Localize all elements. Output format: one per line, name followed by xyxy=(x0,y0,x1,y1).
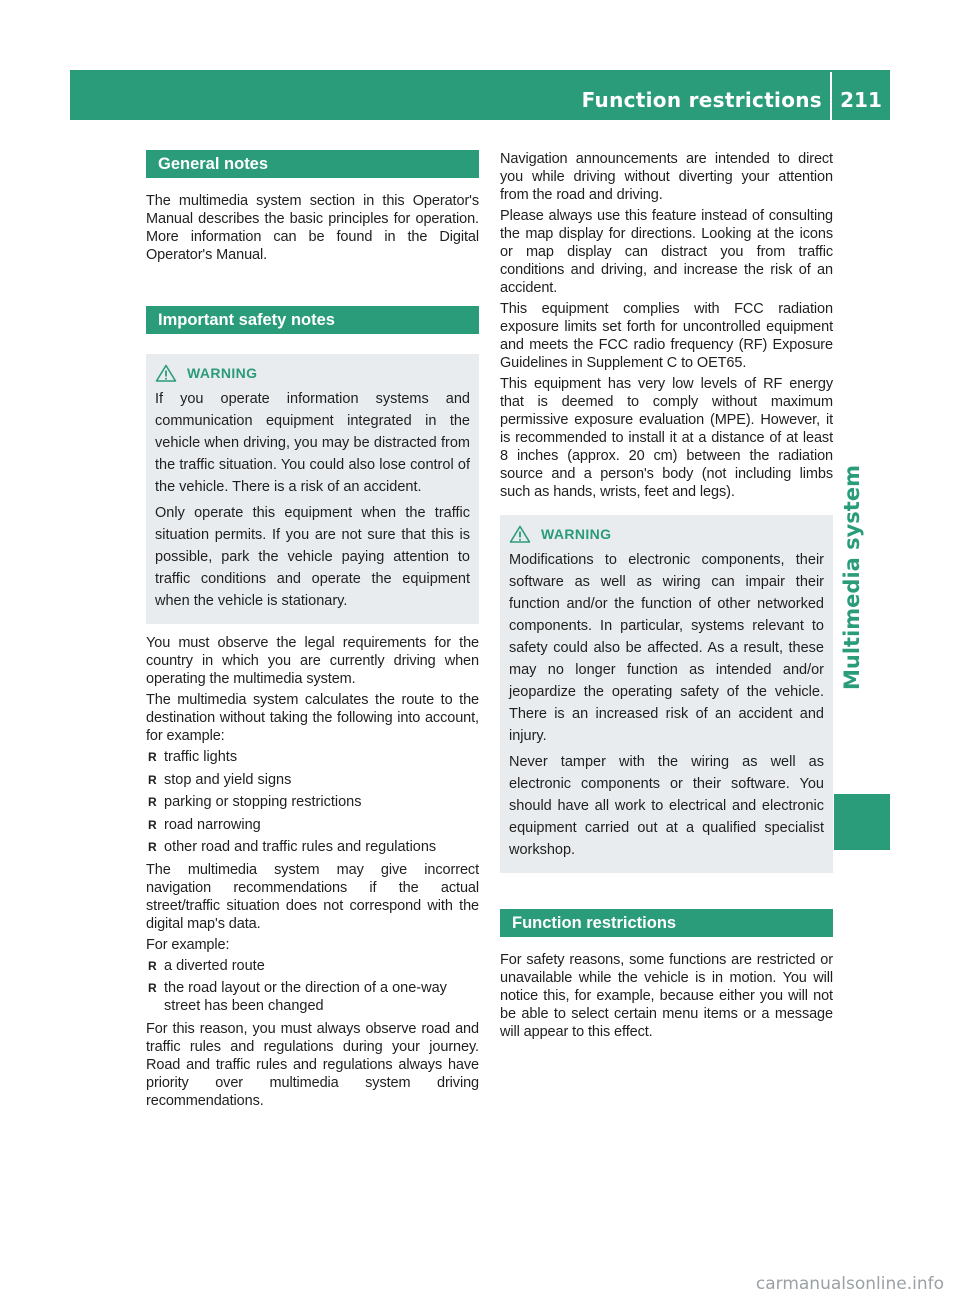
warning-text-2: Never tamper with the wiring as well as electronic components or their software. You should have all work to electrical and electronic equipment carried out at a qualified specialist workshop. xyxy=(509,754,824,858)
left-column xyxy=(146,150,479,1113)
warning-box-distraction xyxy=(146,354,479,624)
warning-header xyxy=(155,364,470,382)
paragraph-for-example: For example: xyxy=(146,936,230,953)
list-item: R the road layout or the direction of a one-way street has been changed xyxy=(148,980,447,1014)
bullet-icon: R xyxy=(148,840,157,854)
warning-label: WARNING xyxy=(187,365,258,381)
list-item: R road narrowing xyxy=(148,816,261,833)
general-notes-text: The multimedia system section in this Operator's Manual describes the basic principles for operation. More information can be found in the Digital Operator's Manual. xyxy=(146,193,479,263)
list-item: R traffic lights xyxy=(148,749,238,765)
bullet-icon: R xyxy=(148,750,157,764)
side-tab-label: Multimedia system xyxy=(840,465,864,690)
section-heading-safety-notes: Important safety notes xyxy=(146,306,479,334)
page-header-bar xyxy=(70,70,890,120)
bullet-icon: R xyxy=(148,795,157,809)
paragraph-rf-energy: This equipment has very low levels of RF energy that is deemed to comply without maximum permissive exposure evaluation (MPE). However, it is recommended to install it at a distance of at least 8 inches (approx. 20 cm) between the radiation source and a person's body (not including limbs such as hands, wrists, feet and legs). xyxy=(500,376,833,500)
warning-text-1: Modifications to electronic components, their software as well as wiring can impair their function and/or the function of other networked components. In particular, systems relevant to safety could also be affected. As a result, these may no longer function as intended and/or jeopardize the operating safety of the vehicle. There is an increased risk of an accident and injury. xyxy=(509,552,824,744)
warning-triangle-icon xyxy=(155,364,177,382)
bullet-icon: R xyxy=(148,817,157,832)
bullet-icon: R xyxy=(148,981,157,995)
paragraph-observe-rules: For this reason, you must always observe road and traffic rules and regulations during your journey. Road and traffic rules and regulations always have priority over multimedia system driving recommendations. xyxy=(146,1020,479,1109)
paragraph-incorrect-recommendations: The multimedia system may give incorrect navigation recommendations if the actual street/traffic situation does not correspond with the digital map's data. xyxy=(146,861,479,932)
paragraph-route-calculation: The multimedia system calculates the route to the destination without taking the following into account, for example: xyxy=(146,692,479,744)
bullet-list-examples xyxy=(146,957,479,1016)
warning-label: WARNING xyxy=(541,526,612,542)
section-heading-general-notes: General notes xyxy=(146,150,479,178)
function-restrictions-text: For safety reasons, some functions are restricted or unavailable while the vehicle is in motion. You will notice this, for example, because either you will not be able to select certain menu items or a message will appear to this effect. xyxy=(500,952,833,1040)
warning-box-modifications xyxy=(500,515,833,873)
list-item: R other road and traffic rules and regulations xyxy=(148,839,437,855)
page-number: 211 xyxy=(840,88,882,112)
footer-watermark: carmanualsonline.info xyxy=(755,1274,944,1294)
bullet-list-not-considered xyxy=(146,748,479,856)
paragraph-map-display: Please always use this feature instead of consulting the map display for directions. Looking at the icons or map display can distract you from traffic conditions and driving, and increase the risk of an accident. xyxy=(500,208,833,296)
list-item: R stop and yield signs xyxy=(148,771,292,788)
bullet-icon: R xyxy=(148,958,157,973)
right-column xyxy=(500,150,833,1044)
list-item: R a diverted route xyxy=(148,957,265,974)
paragraph-legal-requirements: You must observe the legal requirements for the country in which you are currently driving when operating the multimedia system. xyxy=(146,635,479,687)
warning-triangle-icon xyxy=(509,525,531,543)
warning-header xyxy=(509,525,824,543)
section-heading-function-restrictions: Function restrictions xyxy=(500,909,833,937)
side-tab-marker xyxy=(834,794,890,850)
paragraph-fcc-compliance: This equipment complies with FCC radiation exposure limits set forth for uncontrolled equipment and meets the FCC radio frequency (RF) Exposure Guidelines in Supplement C to OET65. xyxy=(500,301,833,371)
warning-text-1: If you operate information systems and communication equipment integrated in the vehicle when driving, you may be distracted from the traffic situation. You could also lose control of the vehicle. There is a risk of an accident. xyxy=(155,391,470,495)
list-item: R parking or stopping restrictions xyxy=(148,794,362,810)
warning-text-2: Only operate this equipment when the traffic situation permits. If you are not sure that this is possible, park the vehicle paying attention to traffic conditions and operate the equipment when the vehicle is stationary. xyxy=(155,505,470,609)
side-section-tab xyxy=(834,130,890,825)
paragraph-navigation-announcements: Navigation announcements are intended to direct you while driving without diverting your attention from the road and driving. xyxy=(500,151,833,203)
header-title: Function restrictions xyxy=(581,88,822,112)
bullet-icon: R xyxy=(148,772,157,787)
